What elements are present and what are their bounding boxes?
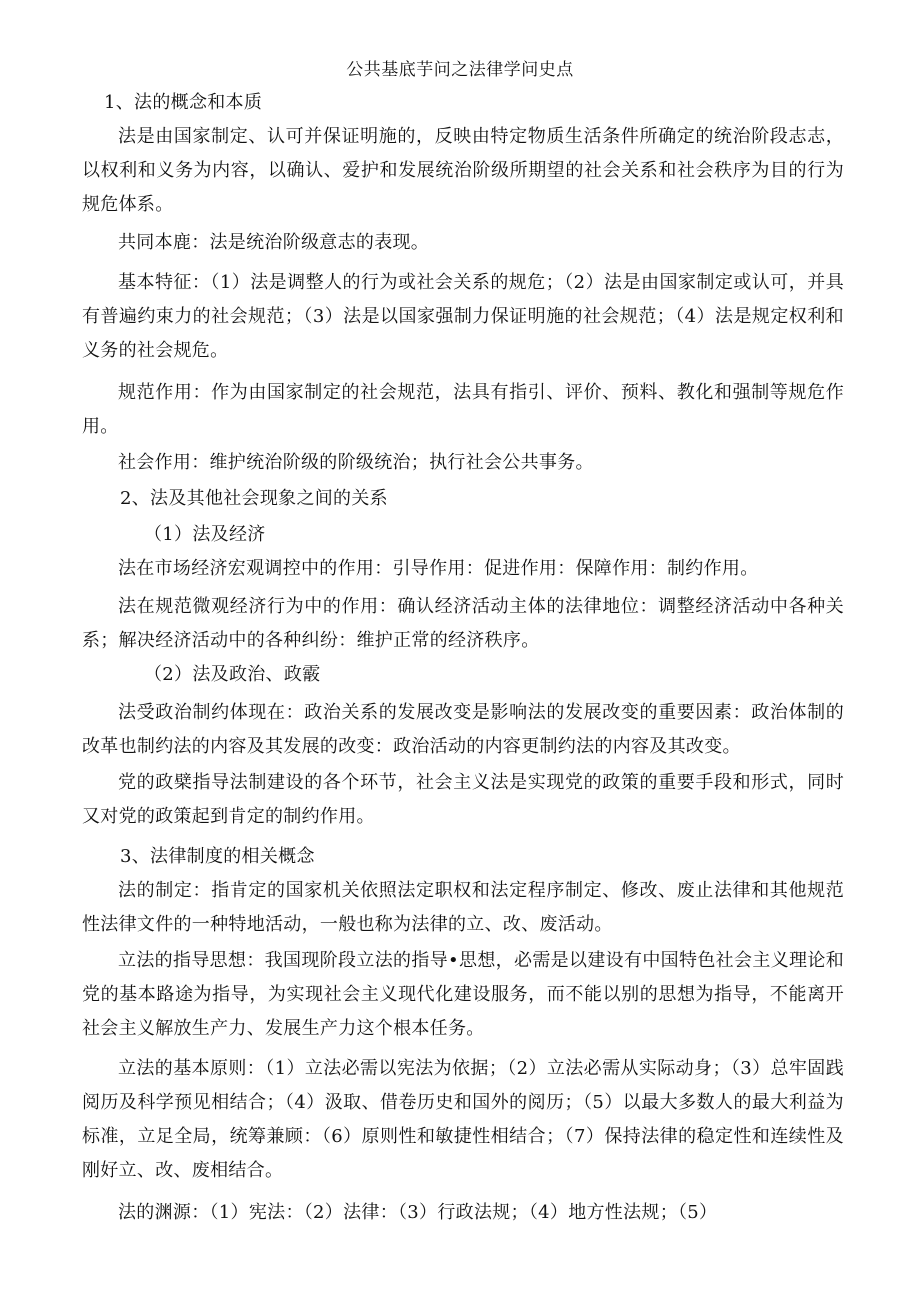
section-heading-2: 2、法及其他社会现象之间的关系 <box>120 488 388 509</box>
paragraph-guiding-thought: 立法的指导思想：我国现阶段立法的指导•思想，必需是以建设有中国特色社会主义理论和党的基本路途为指导，为实现社会主义现代化建设服务，而不能以别的思想为指导，不能离开社会主义解放生产力、发展生产力这个根本任务。 <box>82 950 844 1039</box>
paragraph-micro-economy: 法在规范微观经济行为中的作用：确认经济活动主体的法律地位：调整经济活动中各种关系；解决经济活动中的各种纠纷：维护正常的经济秩序。 <box>82 596 844 651</box>
paragraph-law-making: 法的制定：指肯定的国家机关依照法定职权和法定程序制定、修改、废止法律和其他规范性法律文件的一种特地活动，一般也称为法律的立、改、废活动。 <box>82 880 844 935</box>
paragraph-politics: 法受政治制约体现在：政治关系的发展改变是影响法的发展改变的重要因素：政治体制的改革也制约法的内容及其发展的改变：政治活动的内容更制约法的内容及其改变。 <box>82 702 844 757</box>
subsection-heading-economy: （1）法及经济 <box>144 524 266 545</box>
paragraph-features: 基本特征：（1）法是调整人的行为或社会关系的规危；（2）法是由国家制定或认可，并具有普遍约束力的社会规范；（3）法是以国家强制力保证明施的社会规范；（4）法是规定权利和义务的社会规危。 <box>82 272 844 361</box>
paragraph-party-policy: 党的政檗指导法制建设的各个环节，社会主义法是实现党的政策的重要手段和形式，同时又对党的政策起到肯定的制约作用。 <box>82 772 844 827</box>
document-title: 公共基底芋问之法律学问史点 <box>346 60 574 80</box>
paragraph-norm-function: 规范作用：作为由国家制定的社会规范，法具有指引、评价、预料、教化和强制等规危作用。 <box>82 382 844 437</box>
paragraph-definition: 法是由国家制定、认可并保证明施的，反映由特定物质生活条件所确定的统治阶段志志，以权利和义务为内容，以确认、爱护和发展统治阶级所期望的社会关系和社会秩序为目的行为规危体系。 <box>82 126 844 215</box>
paragraph-social-function: 社会作用：维护统治阶级的阶级统治；执行社会公共事务。 <box>118 452 594 473</box>
paragraph-basic-principles: 立法的基本原则：（1）立法必需以宪法为依据；（2）立法必需从实际动身；（3）总牢固践阅历及科学预见相结合；（4）汲取、借卷历史和国外的阅历；（5）以最大多数人的最大利益为标准，立足全局，统筹兼顾：（6）原则性和敏捷性相结合；（7）保持法律的稳定性和连续性及刚好立、改、废相结合。 <box>82 1058 844 1181</box>
section-heading-1: 1、法的概念和本质 <box>104 92 263 113</box>
subsection-heading-politics: （2）法及政治、政霰 <box>144 664 321 685</box>
section-heading-3: 3、法律制度的相关概念 <box>120 846 315 867</box>
paragraph-essence: 共同本鹿：法是统治阶级意志的表现。 <box>118 232 430 253</box>
paragraph-sources-of-law: 法的渊源：（1）宪法：（2）法律：（3）行政法规；（4）地方性法规；（5） <box>118 1202 718 1223</box>
paragraph-macro-control: 法在市场经济宏观调控中的作用：引导作用：促进作用：保障作用：制约作用。 <box>118 558 759 579</box>
